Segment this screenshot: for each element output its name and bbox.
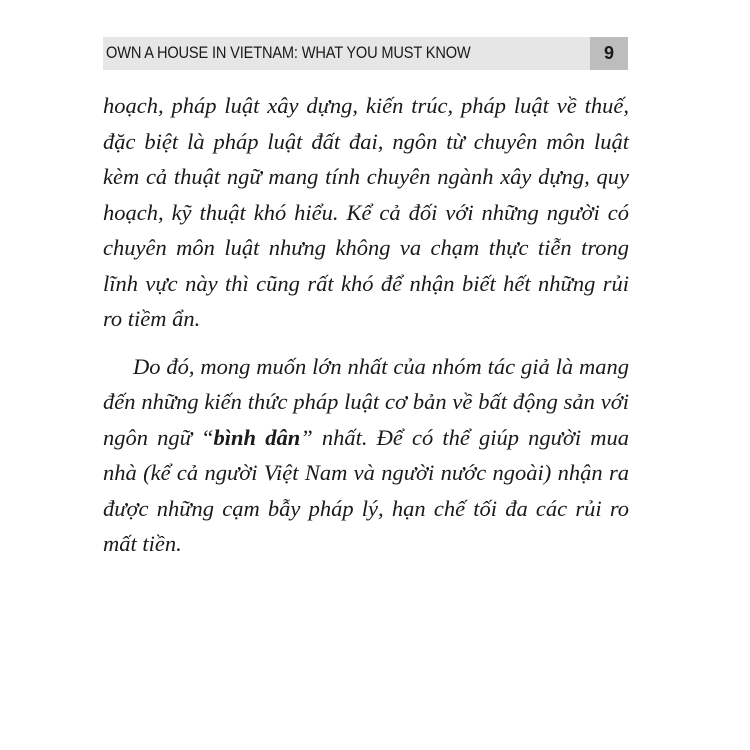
running-header-title: OWN A HOUSE IN VIETNAM: WHAT YOU MUST KNOW: [106, 43, 471, 62]
paragraph-2: [103, 349, 629, 562]
body-text: [103, 88, 629, 562]
page-number: 9: [590, 37, 628, 70]
paragraph-1: hoạch, pháp luật xây dựng, kiến trúc, pháp luật về thuế, đặc biệt là pháp luật đất đai, ngôn từ chuyên môn luật kèm cả thuật ngữ mang tính chuyên ngành xây dựng, quy hoạch, kỹ thuật khó hiểu. Kể cả đối với những người có chuyên môn luật nhưng không va chạm thực tiễn trong lĩnh vực này thì cũng rất khó để nhận biết hết những rủi ro tiềm ẩn.: [103, 93, 629, 331]
emphasis-binh-dan: bình dân: [213, 424, 301, 450]
paragraph-2-text-before: Do đó, mong muốn lớn nhất của nhóm tác giả là mang đến những kiến thức pháp luật cơ bản về bất động sản với ngôn ngữ “: [103, 353, 629, 450]
paragraph-2-text-after: ” nhất. Để có thể giúp người mua nhà (kể cả người Việt Nam và người nước ngoài) nhận ra được những cạm bẫy pháp lý, hạn chế tối đa các rủi ro mất tiền.: [103, 424, 629, 556]
